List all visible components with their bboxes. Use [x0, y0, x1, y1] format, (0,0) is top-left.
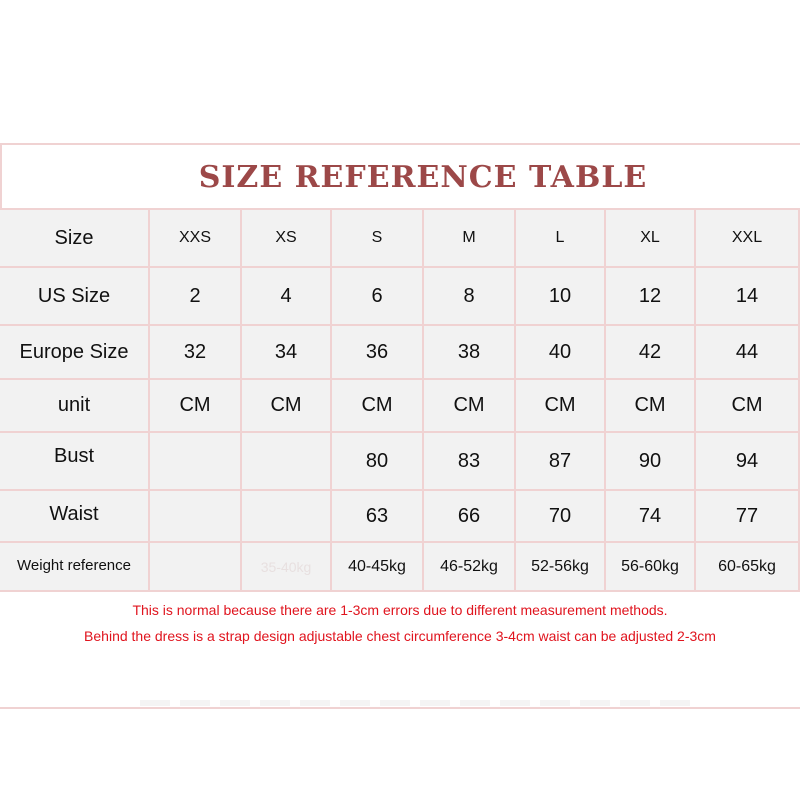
table-cell: 83 [424, 433, 516, 489]
table-cell: S [332, 210, 424, 266]
table-cell: CM [332, 380, 424, 431]
table-cell: 46-52kg [424, 543, 516, 590]
table-cell: 8 [424, 268, 516, 324]
row-label: Europe Size [0, 326, 150, 378]
table-cell: 90 [606, 433, 696, 489]
table-cell: 44 [696, 326, 800, 378]
table-cell: 77 [696, 491, 800, 541]
table-cell: XXL [696, 210, 800, 266]
table-cell: CM [424, 380, 516, 431]
table-cell [242, 491, 332, 541]
table-cell: 35-40kg [242, 543, 332, 590]
table-cell: 36 [332, 326, 424, 378]
table-cell: 38 [424, 326, 516, 378]
row-divider [0, 590, 800, 592]
table-cell: 40-45kg [332, 543, 424, 590]
table-cell: XXS [150, 210, 242, 266]
table-cell: CM [242, 380, 332, 431]
table-row-size [0, 210, 800, 266]
table-cell: 4 [242, 268, 332, 324]
table-cell [150, 433, 242, 489]
table-cell: 6 [332, 268, 424, 324]
table-cell: 12 [606, 268, 696, 324]
table-cell: 80 [332, 433, 424, 489]
table-cell [150, 543, 242, 590]
table-cell: 63 [332, 491, 424, 541]
table-top-border [0, 208, 800, 210]
table-cell: 34 [242, 326, 332, 378]
table-cell: CM [696, 380, 800, 431]
table-cell: CM [606, 380, 696, 431]
table-row-europe-size [0, 326, 800, 378]
table-cell: 32 [150, 326, 242, 378]
table-cell: 87 [516, 433, 606, 489]
faded-text-artifact [140, 700, 700, 706]
table-cell: 66 [424, 491, 516, 541]
row-label: US Size [0, 268, 150, 324]
table-row-unit [0, 380, 800, 431]
note-measurement: This is normal because there are 1-3cm errors due to different measurement methods. [132, 602, 668, 618]
table-cell: 74 [606, 491, 696, 541]
table-cell: 52-56kg [516, 543, 606, 590]
table-row-waist [0, 491, 800, 541]
row-label: Waist [0, 491, 150, 541]
table-cell: 70 [516, 491, 606, 541]
table-row-weight-reference [0, 543, 800, 590]
row-label: Size [0, 210, 150, 266]
table-cell: CM [516, 380, 606, 431]
table-cell [242, 433, 332, 489]
note-strap-design: Behind the dress is a strap design adjustable chest circumference 3-4cm waist can be adjusted 2-3cm [84, 628, 716, 644]
table-row-bust [0, 433, 800, 489]
table-cell: 60-65kg [696, 543, 800, 590]
table-cell: CM [150, 380, 242, 431]
table-cell: 94 [696, 433, 800, 489]
row-label: Bust [0, 433, 150, 489]
table-cell: 40 [516, 326, 606, 378]
table-cell: 2 [150, 268, 242, 324]
table-cell: 14 [696, 268, 800, 324]
row-label: unit [0, 380, 150, 431]
table-cell: 56-60kg [606, 543, 696, 590]
table-cell: 42 [606, 326, 696, 378]
table-cell: M [424, 210, 516, 266]
table-cell: L [516, 210, 606, 266]
table-cell: 10 [516, 268, 606, 324]
table-title: SIZE REFERENCE TABLE [198, 160, 648, 195]
table-cell: XS [242, 210, 332, 266]
table-cell: XL [606, 210, 696, 266]
table-row-us-size [0, 268, 800, 324]
row-label: Weight reference [0, 543, 150, 590]
table-cell [150, 491, 242, 541]
